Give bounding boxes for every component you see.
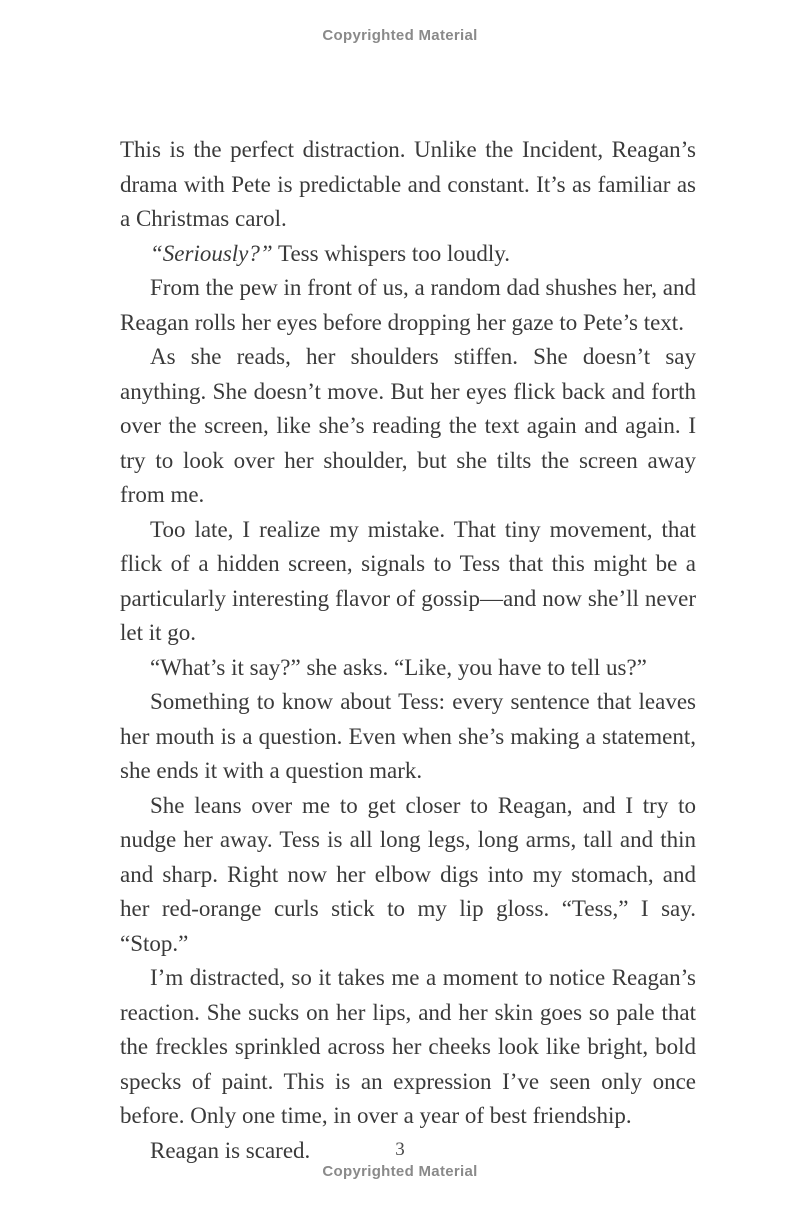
bottom-copyright-notice: Copyrighted Material — [322, 1163, 478, 1180]
text-segment: Reagan is scared. — [150, 1137, 311, 1163]
text-segment: Tess whispers too loudly. — [272, 240, 511, 266]
paragraph — [120, 133, 696, 237]
italic-text-segment: “Seriously?” — [150, 240, 273, 266]
text-segment: Too late, I realize my mistake. That tiny movement, that flick of a hidden screen, signals to Tess that this might be a particularly interesting flavor of gossip—and now she’ll never let it go. — [120, 516, 696, 645]
paragraph — [120, 685, 696, 789]
text-segment: Something to know about Tess: every sentence that leaves her mouth is a question. Even when she’s making a statement, she ends it with a question mark. — [120, 689, 696, 783]
book-page-text-block — [120, 133, 696, 1168]
paragraph — [120, 271, 696, 340]
top-copyright-notice: Copyrighted Material — [322, 27, 478, 44]
text-segment: From the pew in front of us, a random dad shushes her, and Reagan rolls her eyes before dropping her gaze to Pete’s text. — [120, 275, 696, 335]
text-segment: This is the perfect distraction. Unlike the Incident, Reagan’s drama with Pete is predictable and constant. It’s as familiar as a Christmas carol. — [120, 137, 696, 231]
text-segment: I’m distracted, so it takes me a moment to notice Reagan’s reaction. She sucks on her lips, and her skin goes so pale that the freckles sprinkled across her cheeks look like bright, bold specks of paint. This is an expression I’ve seen only once before. Only one time, in over a year of best friendship. — [120, 965, 696, 1128]
paragraph — [120, 651, 696, 686]
page-number: 3 — [395, 1139, 405, 1160]
paragraph — [120, 237, 696, 272]
text-segment: As she reads, her shoulders stiffen. She doesn’t say anything. She doesn’t move. But her eyes flick back and forth over the screen, like she’s reading the text again and again. I try to look over her shoulder, but she tilts the screen away from me. — [120, 344, 696, 507]
paragraph — [120, 961, 696, 1134]
paragraph — [120, 340, 696, 513]
text-segment: “What’s it say?” she asks. “Like, you have to tell us?” — [150, 654, 647, 680]
paragraph — [120, 789, 696, 962]
text-segment: She leans over me to get closer to Reagan, and I try to nudge her away. Tess is all long legs, long arms, tall and thin and sharp. Right now her elbow digs into my stomach, and her red-orange curls stick to my lip gloss. “Tess,” I say. “Stop.” — [120, 792, 696, 956]
paragraph — [120, 513, 696, 651]
